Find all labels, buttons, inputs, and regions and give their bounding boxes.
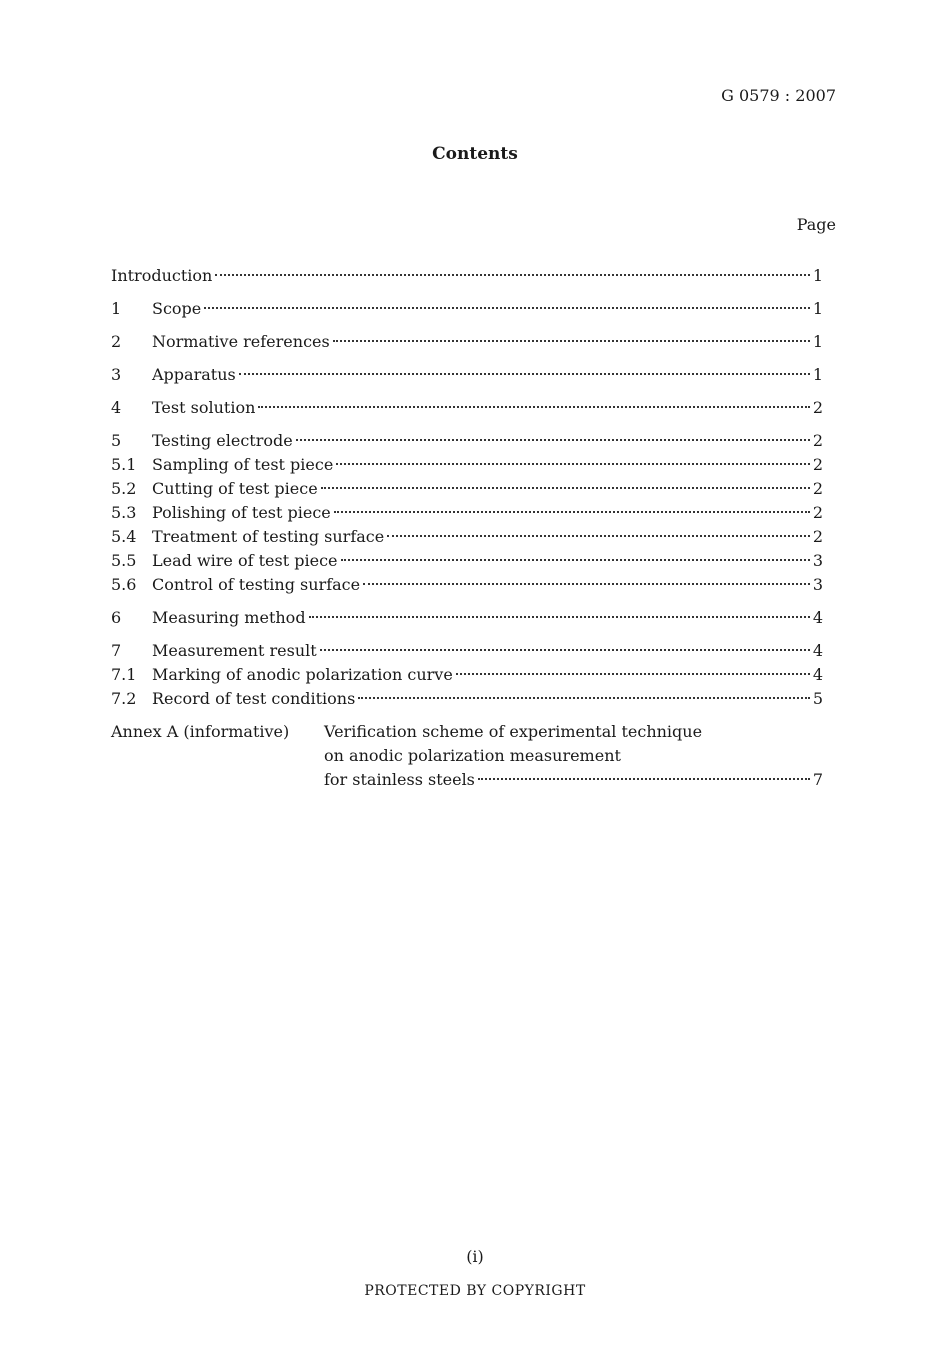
toc-entry-number: 4 [111, 398, 122, 417]
dot-leader [478, 778, 810, 780]
toc-entry[interactable] [111, 430, 823, 452]
toc-entry-number: 2 [111, 332, 122, 351]
toc-entry[interactable] [111, 607, 823, 629]
toc-entry-number: 5.2 [111, 479, 137, 498]
toc-entry[interactable] [111, 265, 823, 287]
toc-entry-number: 6 [111, 608, 122, 627]
footer-page-number: (i) [466, 1247, 484, 1266]
toc-entry-number: 1 [111, 299, 122, 318]
toc-entry[interactable] [111, 331, 823, 353]
dot-leader [321, 487, 810, 489]
dot-leader [341, 559, 810, 561]
toc-entry-title: Cutting of test piece [152, 479, 318, 498]
toc-entry-title: Introduction [111, 266, 213, 285]
toc-entry-page: 2 [812, 398, 823, 417]
toc-entry-page: 2 [812, 431, 823, 450]
dot-leader [239, 373, 810, 375]
toc-entry-page: 5 [812, 689, 823, 708]
copyright-notice: PROTECTED BY COPYRIGHT [364, 1283, 586, 1299]
page-column-label: Page [796, 215, 836, 234]
annex-label: Annex A (informative) [111, 722, 290, 741]
dot-leader [333, 340, 810, 342]
toc-entry-number: 5.6 [111, 575, 137, 594]
toc-entry[interactable] [111, 526, 823, 548]
dot-leader [215, 274, 809, 276]
toc-entry-page: 4 [812, 665, 823, 684]
page-title: Contents [432, 144, 518, 164]
toc-entry-number: 5.3 [111, 503, 137, 522]
dot-leader [456, 673, 810, 675]
toc-entry-title: Treatment of testing surface [152, 527, 385, 546]
toc-entry-title: Apparatus [152, 365, 236, 384]
annex-title-line: Verification scheme of experimental technique [324, 722, 703, 741]
toc-entry-page: 4 [812, 608, 823, 627]
dot-leader [320, 649, 810, 651]
toc-entry-page: 4 [812, 641, 823, 660]
document-id: G 0579 : 2007 [721, 86, 836, 105]
dot-leader [309, 616, 810, 618]
toc-entry-page: 2 [812, 479, 823, 498]
toc-entry[interactable] [111, 478, 823, 500]
dot-leader [296, 439, 810, 441]
toc-entry-page: 1 [812, 299, 823, 318]
annex-title-line: for stainless steels [324, 770, 475, 789]
annex-title-line: on anodic polarization measurement [324, 746, 621, 765]
dot-leader [336, 463, 810, 465]
dot-leader [363, 583, 810, 585]
toc-entry-title: Normative references [152, 332, 330, 351]
toc-entry[interactable] [111, 640, 823, 662]
toc-entry[interactable] [111, 454, 823, 476]
toc-entry-title: Sampling of test piece [152, 455, 334, 474]
toc-entry-number: 5.1 [111, 455, 137, 474]
annex-page: 7 [812, 770, 823, 789]
dot-leader [258, 406, 809, 408]
dot-leader [204, 307, 810, 309]
toc-entry[interactable] [111, 550, 823, 572]
toc-entry-number: 7 [111, 641, 122, 660]
toc-entry-title: Polishing of test piece [152, 503, 331, 522]
toc-entry-page: 2 [812, 503, 823, 522]
dot-leader [358, 697, 810, 699]
dot-leader [387, 535, 810, 537]
toc-entry-number: 3 [111, 365, 122, 384]
toc-entry-number: 5.5 [111, 551, 137, 570]
toc-entry-title: Marking of anodic polarization curve [152, 665, 453, 684]
toc-entry-page: 3 [812, 575, 823, 594]
toc-entry-page: 2 [812, 527, 823, 546]
toc-entry-number: 5 [111, 431, 122, 450]
toc-entry-title: Testing electrode [152, 431, 293, 450]
toc-entry-title: Measuring method [152, 608, 306, 627]
toc-entry-page: 2 [812, 455, 823, 474]
toc-entry[interactable] [111, 574, 823, 596]
toc-entry-title: Record of test conditions [152, 689, 356, 708]
toc-entry-title: Lead wire of test piece [152, 551, 338, 570]
toc-entry-number: 7.1 [111, 665, 137, 684]
toc-entry[interactable] [111, 298, 823, 320]
toc-entry-number: 5.4 [111, 527, 137, 546]
toc-entry-page: 3 [812, 551, 823, 570]
toc-entry[interactable] [111, 664, 823, 686]
toc-entry[interactable] [111, 502, 823, 524]
toc-entry[interactable] [111, 397, 823, 419]
toc-entry-page: 1 [812, 266, 823, 285]
toc-entry-title: Measurement result [152, 641, 317, 660]
toc-entry-page: 1 [812, 332, 823, 351]
toc-entry-number: 7.2 [111, 689, 137, 708]
toc-entry[interactable] [111, 364, 823, 386]
dot-leader [334, 511, 810, 513]
toc-entry-title: Control of testing surface [152, 575, 361, 594]
toc-entry-title: Scope [152, 299, 202, 318]
toc-entry[interactable] [111, 688, 823, 710]
annex-title-last-line [324, 769, 823, 791]
toc-entry-page: 1 [812, 365, 823, 384]
toc-entry-title: Test solution [152, 398, 256, 417]
